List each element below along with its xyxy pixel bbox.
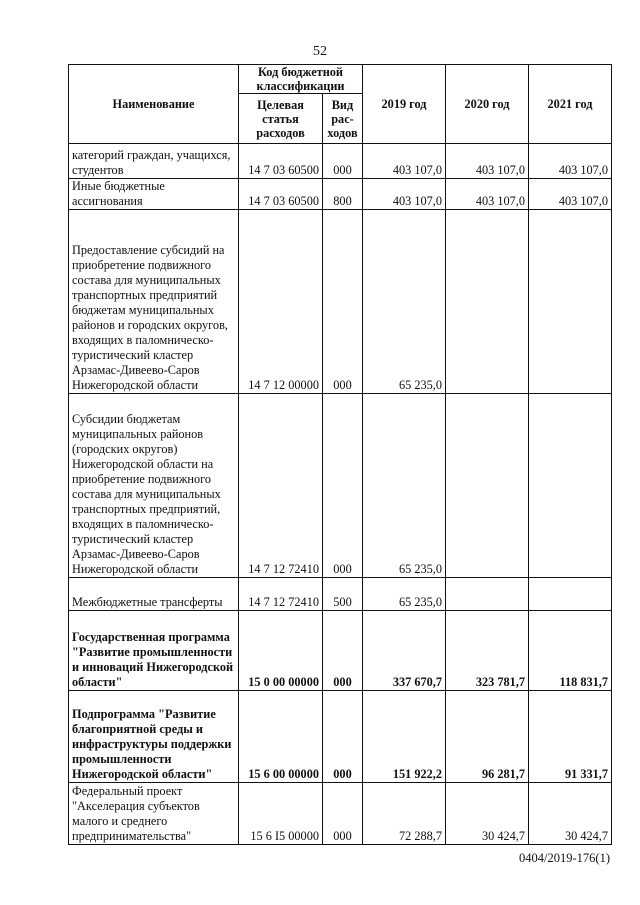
row-code: 14 7 12 72410	[239, 394, 323, 578]
table-row	[69, 783, 612, 845]
row-code: 14 7 03 60500	[239, 179, 323, 210]
row-2021: 403 107,0	[529, 144, 612, 179]
row-2021: 30 424,7	[529, 783, 612, 845]
row-2021: 91 331,7	[529, 691, 612, 783]
header-type: Вид рас-ходов	[323, 94, 363, 144]
row-type: 000	[323, 210, 363, 394]
document-number: 0404/2019-176(1)	[519, 851, 610, 865]
row-code: 14 7 12 72410	[239, 578, 323, 611]
header-kbk: Код бюджетной классификации	[239, 65, 363, 94]
row-2020: 323 781,7	[446, 611, 529, 691]
row-2019: 65 235,0	[363, 394, 446, 578]
row-code: 15 6 00 00000	[239, 691, 323, 783]
row-name: Иные бюджетные ассигнования	[69, 179, 239, 210]
table-row	[69, 394, 612, 578]
row-2020: 96 281,7	[446, 691, 529, 783]
row-2021: 118 831,7	[529, 611, 612, 691]
row-name: Подпрограмма "Развитие благоприятной среды и инфраструктуры поддержки промышленности Нижегородской области"	[69, 691, 239, 783]
row-2021	[529, 210, 612, 394]
header-2021: 2021 год	[529, 65, 612, 144]
header-2020: 2020 год	[446, 65, 529, 144]
table-row	[69, 210, 612, 394]
row-name: Межбюджетные трансферты	[69, 578, 239, 611]
row-code: 14 7 03 60500	[239, 144, 323, 179]
row-type: 000	[323, 611, 363, 691]
row-type: 000	[323, 144, 363, 179]
row-code: 15 6 I5 00000	[239, 783, 323, 845]
table-row	[69, 611, 612, 691]
table-row	[69, 144, 612, 179]
row-name: Субсидии бюджетам муниципальных районов (городских округов) Нижегородской области на приобретение подвижного состава для муниципальных транспортных предприятий, входящих в паломническо-туристический кластер Арзамас-Дивеево-Саров Нижегородской области	[69, 394, 239, 578]
row-2021	[529, 578, 612, 611]
row-2020	[446, 578, 529, 611]
row-2019: 72 288,7	[363, 783, 446, 845]
row-type: 000	[323, 783, 363, 845]
row-type: 500	[323, 578, 363, 611]
header-2019: 2019 год	[363, 65, 446, 144]
row-2020: 403 107,0	[446, 179, 529, 210]
row-2020	[446, 394, 529, 578]
table-row	[69, 691, 612, 783]
row-code: 15 0 00 00000	[239, 611, 323, 691]
row-name: категорий граждан, учащихся, студентов	[69, 144, 239, 179]
row-type: 000	[323, 394, 363, 578]
row-2019: 403 107,0	[363, 144, 446, 179]
page-number: 52	[313, 44, 327, 59]
table-row	[69, 179, 612, 210]
row-2019: 65 235,0	[363, 210, 446, 394]
header-name: Наименование	[69, 65, 239, 144]
row-2020: 30 424,7	[446, 783, 529, 845]
row-2020: 403 107,0	[446, 144, 529, 179]
budget-table	[68, 64, 612, 845]
row-name: Предоставление субсидий на приобретение подвижного состава для муниципальных транспортных предприятий бюджетам муниципальных районов и городских округов, входящих в паломническо-туристический кластер Арзамас-Дивеево-Саров Нижегородской области	[69, 210, 239, 394]
row-2021: 403 107,0	[529, 179, 612, 210]
row-name: Федеральный проект "Акселерация субъектов малого и среднего предпринимательства"	[69, 783, 239, 845]
row-name: Государственная программа "Развитие промышленности и инноваций Нижегородской области"	[69, 611, 239, 691]
row-2019: 151 922,2	[363, 691, 446, 783]
row-type: 800	[323, 179, 363, 210]
row-type: 000	[323, 691, 363, 783]
header-target: Целевая статья расходов	[239, 94, 323, 144]
row-2019: 403 107,0	[363, 179, 446, 210]
row-2019: 337 670,7	[363, 611, 446, 691]
table-row	[69, 578, 612, 611]
row-code: 14 7 12 00000	[239, 210, 323, 394]
row-2021	[529, 394, 612, 578]
row-2019: 65 235,0	[363, 578, 446, 611]
table-header	[69, 65, 612, 144]
row-2020	[446, 210, 529, 394]
